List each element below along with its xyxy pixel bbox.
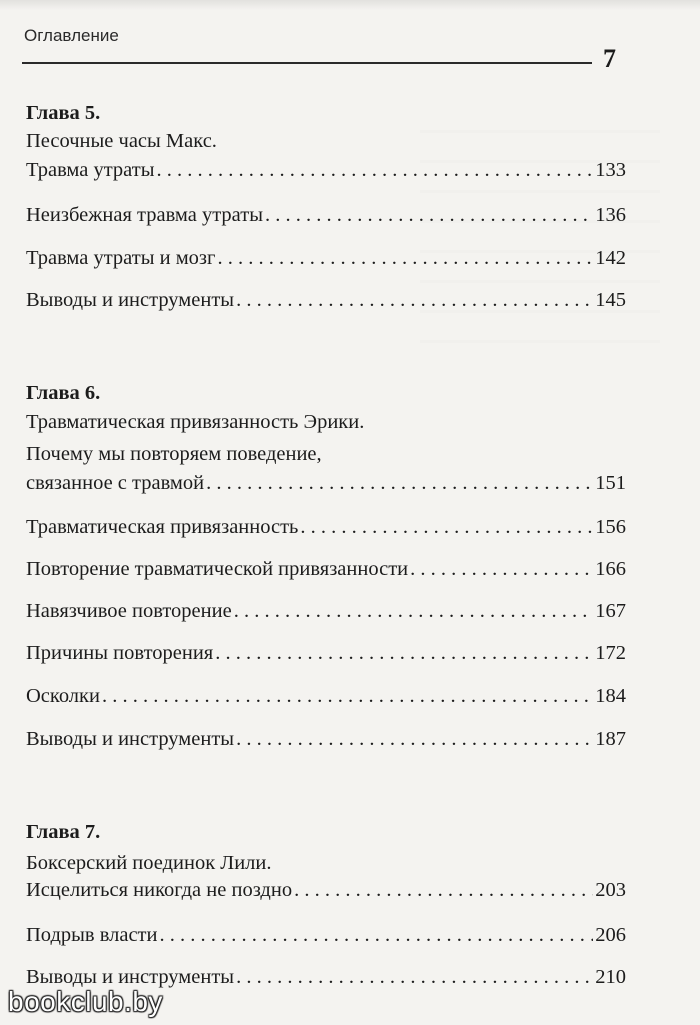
entry-page: 133 bbox=[595, 159, 626, 181]
entry-page: 172 bbox=[595, 642, 626, 664]
entry-title: Причины повторения bbox=[26, 642, 214, 664]
toc-entry[interactable] bbox=[26, 556, 626, 582]
toc-entry[interactable] bbox=[26, 877, 626, 903]
entry-page: 156 bbox=[595, 516, 626, 538]
dot-leader bbox=[265, 202, 593, 228]
entry-title: Выводы и инструменты bbox=[26, 728, 235, 750]
toc-entry[interactable] bbox=[26, 640, 626, 666]
dot-leader bbox=[236, 287, 593, 313]
watermark: bookclub.by bbox=[8, 986, 163, 1017]
toc-entry[interactable] bbox=[26, 598, 626, 624]
entry-title: Выводы и инструменты bbox=[26, 966, 235, 988]
entry-page: 187 bbox=[595, 728, 626, 750]
chapter-title: Травматическая привязанность Эрики. bbox=[26, 411, 365, 433]
entry-page: 142 bbox=[595, 247, 626, 269]
entry-page: 210 bbox=[595, 966, 626, 988]
entry-page: 166 bbox=[595, 558, 626, 580]
entry-page: 167 bbox=[595, 600, 626, 622]
entry-page: 206 bbox=[595, 924, 626, 946]
entry-page: 136 bbox=[595, 204, 626, 226]
chapter-heading: Глава 5. bbox=[26, 102, 101, 124]
dot-leader bbox=[217, 245, 593, 271]
entry-page: 145 bbox=[595, 289, 626, 311]
chapter-title: Песочные часы Макс. bbox=[26, 130, 217, 152]
dot-leader bbox=[102, 683, 593, 709]
entry-title: Осколки bbox=[26, 685, 100, 707]
entry-title: Травма утраты и мозг bbox=[26, 247, 216, 269]
toc-entry[interactable] bbox=[26, 157, 626, 183]
entry-title: Навязчивое повторение bbox=[26, 600, 232, 622]
toc-entry[interactable] bbox=[26, 202, 626, 228]
entry-title: Выводы и инструменты bbox=[26, 289, 235, 311]
chapter-title: Боксерский поединок Лили. bbox=[26, 852, 272, 874]
toc-entry[interactable] bbox=[26, 245, 626, 271]
running-head: Оглавление bbox=[24, 26, 119, 45]
entry-title: Подрыв власти bbox=[26, 924, 158, 946]
dot-leader bbox=[215, 640, 593, 666]
entry-page: 203 bbox=[595, 879, 626, 901]
dot-leader bbox=[160, 922, 594, 948]
toc-entry[interactable] bbox=[26, 514, 626, 540]
entry-title: Неизбежная травма утраты bbox=[26, 204, 263, 226]
toc-entry[interactable] bbox=[26, 922, 626, 948]
dot-leader bbox=[206, 470, 593, 496]
dot-leader bbox=[234, 598, 594, 624]
toc-entry[interactable] bbox=[26, 726, 626, 752]
dot-leader bbox=[236, 726, 593, 752]
dot-leader bbox=[236, 964, 593, 990]
toc-entry[interactable] bbox=[26, 683, 626, 709]
entry-page: 184 bbox=[595, 685, 626, 707]
entry-title: связанное с травмой bbox=[26, 472, 205, 494]
page-number: 7 bbox=[603, 44, 616, 73]
toc-entry[interactable] bbox=[26, 287, 626, 313]
entry-title: Повторение травматической привязанности bbox=[26, 558, 409, 580]
entry-title: Травма утраты bbox=[26, 159, 155, 181]
dot-leader bbox=[157, 157, 594, 183]
chapter-heading: Глава 6. bbox=[26, 382, 101, 404]
dot-leader bbox=[300, 514, 593, 540]
dot-leader bbox=[410, 556, 593, 582]
chapter-title: Почему мы повторяем поведение, bbox=[26, 443, 322, 465]
entry-title: Исцелиться никогда не поздно bbox=[26, 879, 293, 901]
entry-title: Травматическая привязанность bbox=[26, 516, 299, 538]
chapter-heading: Глава 7. bbox=[26, 821, 101, 843]
entry-page: 151 bbox=[595, 472, 626, 494]
toc-entry[interactable] bbox=[26, 470, 626, 496]
dot-leader bbox=[294, 877, 593, 903]
